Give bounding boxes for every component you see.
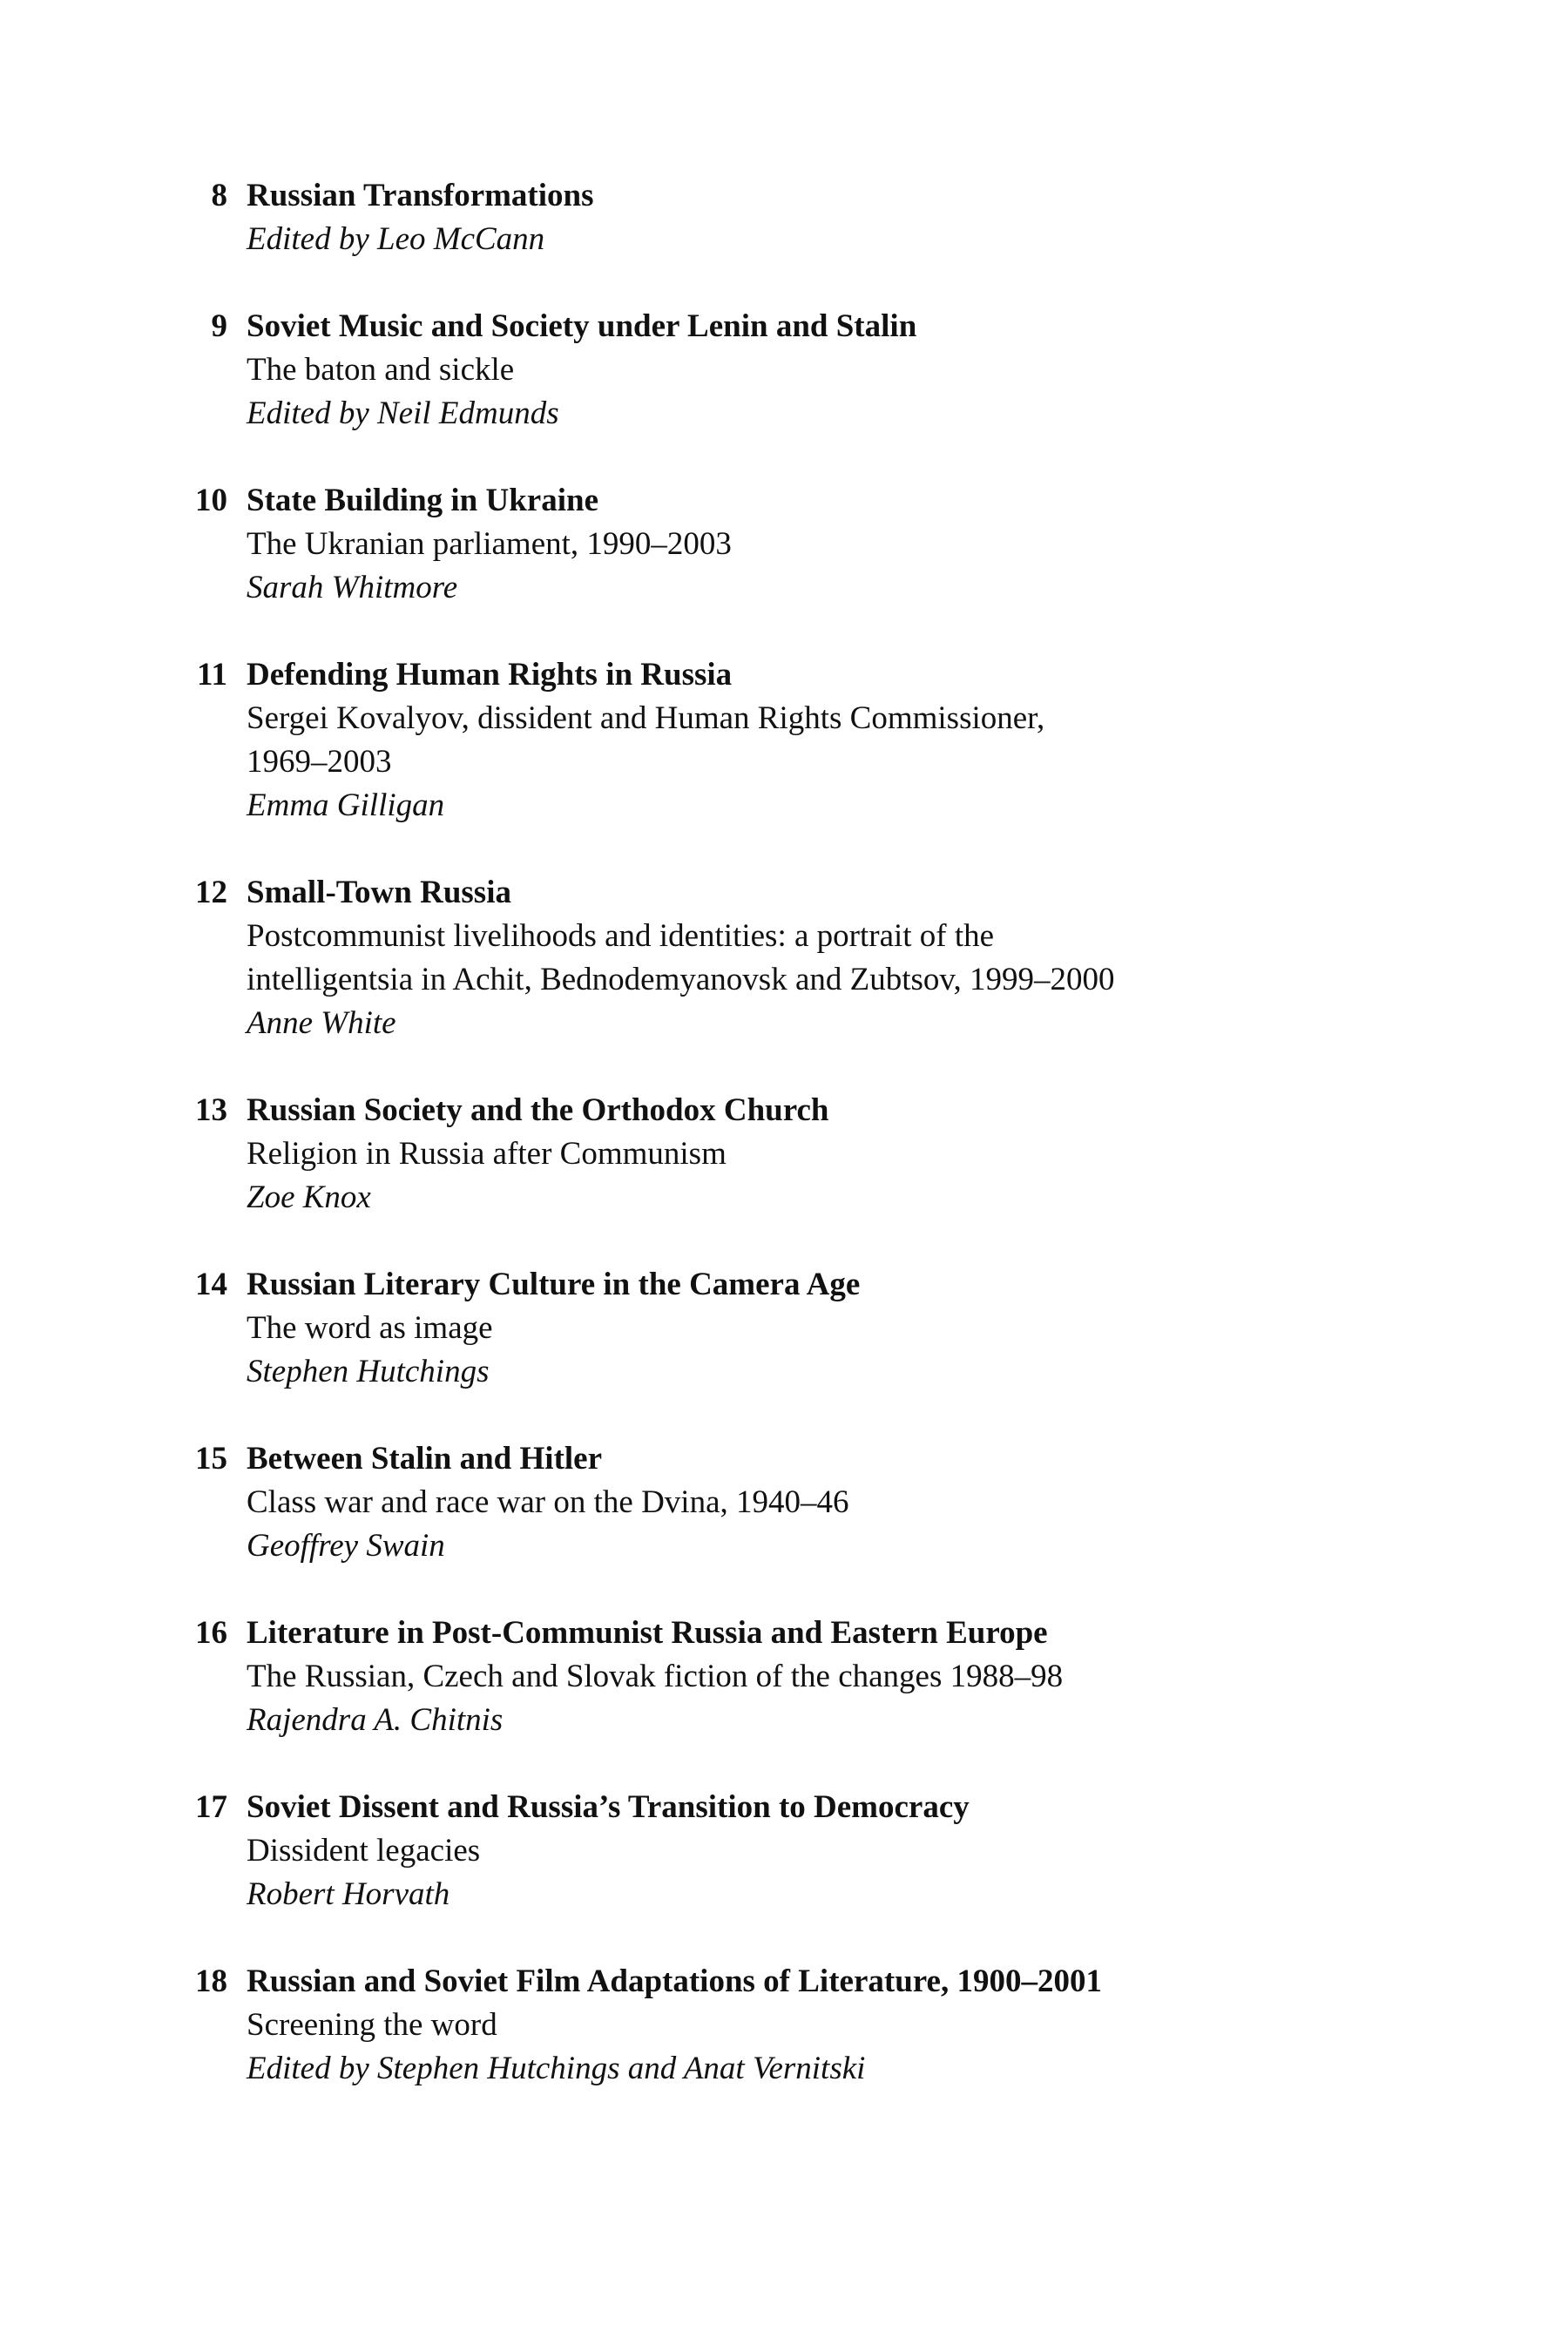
entry-subtitle: intelligentsia in Achit, Bednodemyanovsk and Zubtsov, 1999–2000 (247, 962, 1115, 997)
entry-number: 13 (195, 1092, 227, 1128)
entry-subtitle: Postcommunist livelihoods and identities: a portrait of the (247, 918, 995, 954)
entry-author: Edited by Stephen Hutchings and Anat Vernitski (247, 2051, 866, 2086)
entry-title: Defending Human Rights in Russia (247, 657, 733, 693)
entry-title: Soviet Music and Society under Lenin and Stalin (247, 308, 917, 344)
series-entry (179, 1960, 1398, 2091)
series-entry (179, 653, 1398, 828)
entry-number: 14 (195, 1267, 227, 1302)
entry-author: Anne White (247, 1005, 396, 1041)
entry-title: Soviet Dissent and Russia’s Transition to Democracy (247, 1789, 970, 1825)
entry-author: Edited by Neil Edmunds (247, 395, 559, 431)
entry-subtitle: Class war and race war on the Dvina, 1940–46 (247, 1484, 849, 1520)
entry-subtitle: The word as image (247, 1310, 493, 1346)
series-list (179, 174, 1398, 2091)
entry-number: 17 (195, 1789, 227, 1825)
entry-number: 16 (195, 1615, 227, 1651)
entry-subtitle: Dissident legacies (247, 1833, 481, 1869)
entry-author: Rajendra A. Chitnis (247, 1702, 504, 1738)
series-entry (179, 305, 1398, 436)
entry-subtitle: Screening the word (247, 2007, 497, 2043)
entry-title: Russian Literary Culture in the Camera Age (247, 1267, 861, 1302)
entry-author: Stephen Hutchings (247, 1354, 490, 1389)
entry-title: Between Stalin and Hitler (247, 1441, 603, 1477)
series-entry (179, 479, 1398, 610)
entry-title: Literature in Post-Communist Russia and Eastern Europe (247, 1615, 1048, 1651)
entry-number: 15 (195, 1441, 227, 1477)
entry-author: Robert Horvath (247, 1876, 450, 1912)
entry-title: Russian and Soviet Film Adaptations of Literature, 1900–2001 (247, 1963, 1102, 1999)
series-entry (179, 1612, 1398, 1742)
entry-title: Russian Society and the Orthodox Church (247, 1092, 829, 1128)
entry-author: Zoe Knox (247, 1179, 371, 1215)
entry-subtitle: The baton and sickle (247, 352, 515, 388)
entry-number: 12 (195, 875, 227, 910)
series-entry (179, 1437, 1398, 1568)
series-entry (179, 174, 1398, 261)
entry-subtitle: The Ukranian parliament, 1990–2003 (247, 526, 732, 562)
series-entry (179, 1263, 1398, 1394)
entry-author: Sarah Whitmore (247, 570, 458, 605)
entry-title: Small-Town Russia (247, 875, 511, 910)
entry-author: Edited by Leo McCann (247, 221, 545, 257)
entry-number: 18 (195, 1963, 227, 1999)
entry-title: State Building in Ukraine (247, 483, 599, 518)
entry-number: 10 (195, 483, 227, 518)
entry-subtitle: Sergei Kovalyov, dissident and Human Rights Commissioner, (247, 700, 1045, 736)
entry-subtitle: 1969–2003 (247, 744, 392, 780)
entry-number: 9 (211, 308, 227, 344)
entry-subtitle: The Russian, Czech and Slovak fiction of the changes 1988–98 (247, 1659, 1064, 1694)
series-entry (179, 1089, 1398, 1220)
entry-title: Russian Transformations (247, 178, 594, 213)
entry-number: 8 (211, 178, 227, 213)
entry-number: 11 (197, 657, 227, 693)
entry-author: Emma Gilligan (247, 787, 445, 823)
series-entry (179, 1786, 1398, 1916)
entry-author: Geoffrey Swain (247, 1528, 445, 1564)
series-entry (179, 871, 1398, 1045)
entry-subtitle: Religion in Russia after Communism (247, 1136, 727, 1172)
